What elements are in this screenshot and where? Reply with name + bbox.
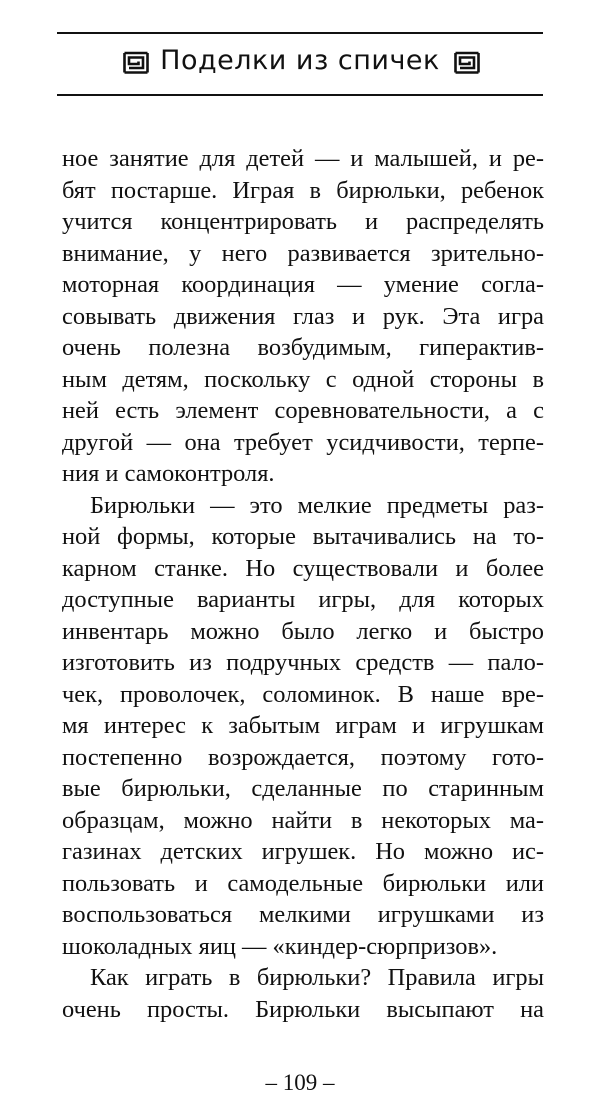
text-line: внимание, у него развивается зрительно-	[62, 239, 544, 267]
text-line: мя интерес к забытым играм и игрушкам	[62, 712, 544, 739]
text-line: образцам, можно найти в некоторых ма-	[62, 806, 544, 834]
text-line: Бирюльки — это мелкие предметы раз-	[90, 491, 544, 519]
body-text	[62, 143, 544, 1025]
running-header	[57, 28, 543, 98]
header-bottom-rule	[57, 94, 543, 96]
text-line: изготовить из подручных средств — пало-	[62, 649, 544, 676]
text-line: пользовать и самодельные бирюльки или	[62, 869, 544, 897]
text-line: ной формы, которые вытачивались на то-	[62, 523, 544, 550]
text-line: Как играть в бирюльки? Правила игры	[90, 964, 544, 991]
text-line: другой — она требует усидчивости, терпе-	[62, 428, 544, 456]
text-line: газинах детских игрушек. Но можно ис-	[62, 838, 544, 865]
greek-key-ornament-icon	[454, 48, 480, 74]
text-line: воспользоваться мелкими игрушками из	[62, 901, 544, 928]
text-line: моторная координация — умение согла-	[62, 271, 544, 298]
text-line: бят постарше. Играя в бирюльки, ребенок	[62, 176, 544, 204]
text-line: очень просты. Бирюльки высыпают на	[62, 995, 544, 1023]
text-line: инвентарь можно было легко и быстро	[62, 617, 544, 645]
text-line: ния и самоконтроля.	[62, 460, 275, 487]
text-line: карном станке. Но существовали и более	[62, 554, 544, 582]
text-line: шоколадных яиц — «киндер-сюрпризов».	[62, 932, 498, 960]
text-line: очень полезна возбудимым, гиперактив-	[62, 334, 544, 361]
text-line: учится концентрировать и распределять	[62, 208, 544, 235]
text-line: чек, проволочек, соломинок. В наше вре-	[62, 680, 544, 708]
page-number: – 109 –	[265, 1070, 335, 1095]
header-title: Поделки из спичек	[160, 45, 440, 76]
text-line: ное занятие для детей — и малышей, и ре-	[62, 145, 544, 172]
header-top-rule	[57, 32, 543, 34]
text-line: совывать движения глаз и рук. Эта игра	[62, 302, 544, 330]
text-line: постепенно возрождается, поэтому гото-	[62, 743, 544, 771]
text-line: ней есть элемент соревновательности, а с	[62, 397, 544, 424]
text-line: доступные варианты игры, для которых	[62, 586, 544, 613]
text-line: вые бирюльки, сделанные по старинным	[62, 775, 544, 802]
text-line: ным детям, поскольку с одной стороны в	[62, 365, 544, 393]
